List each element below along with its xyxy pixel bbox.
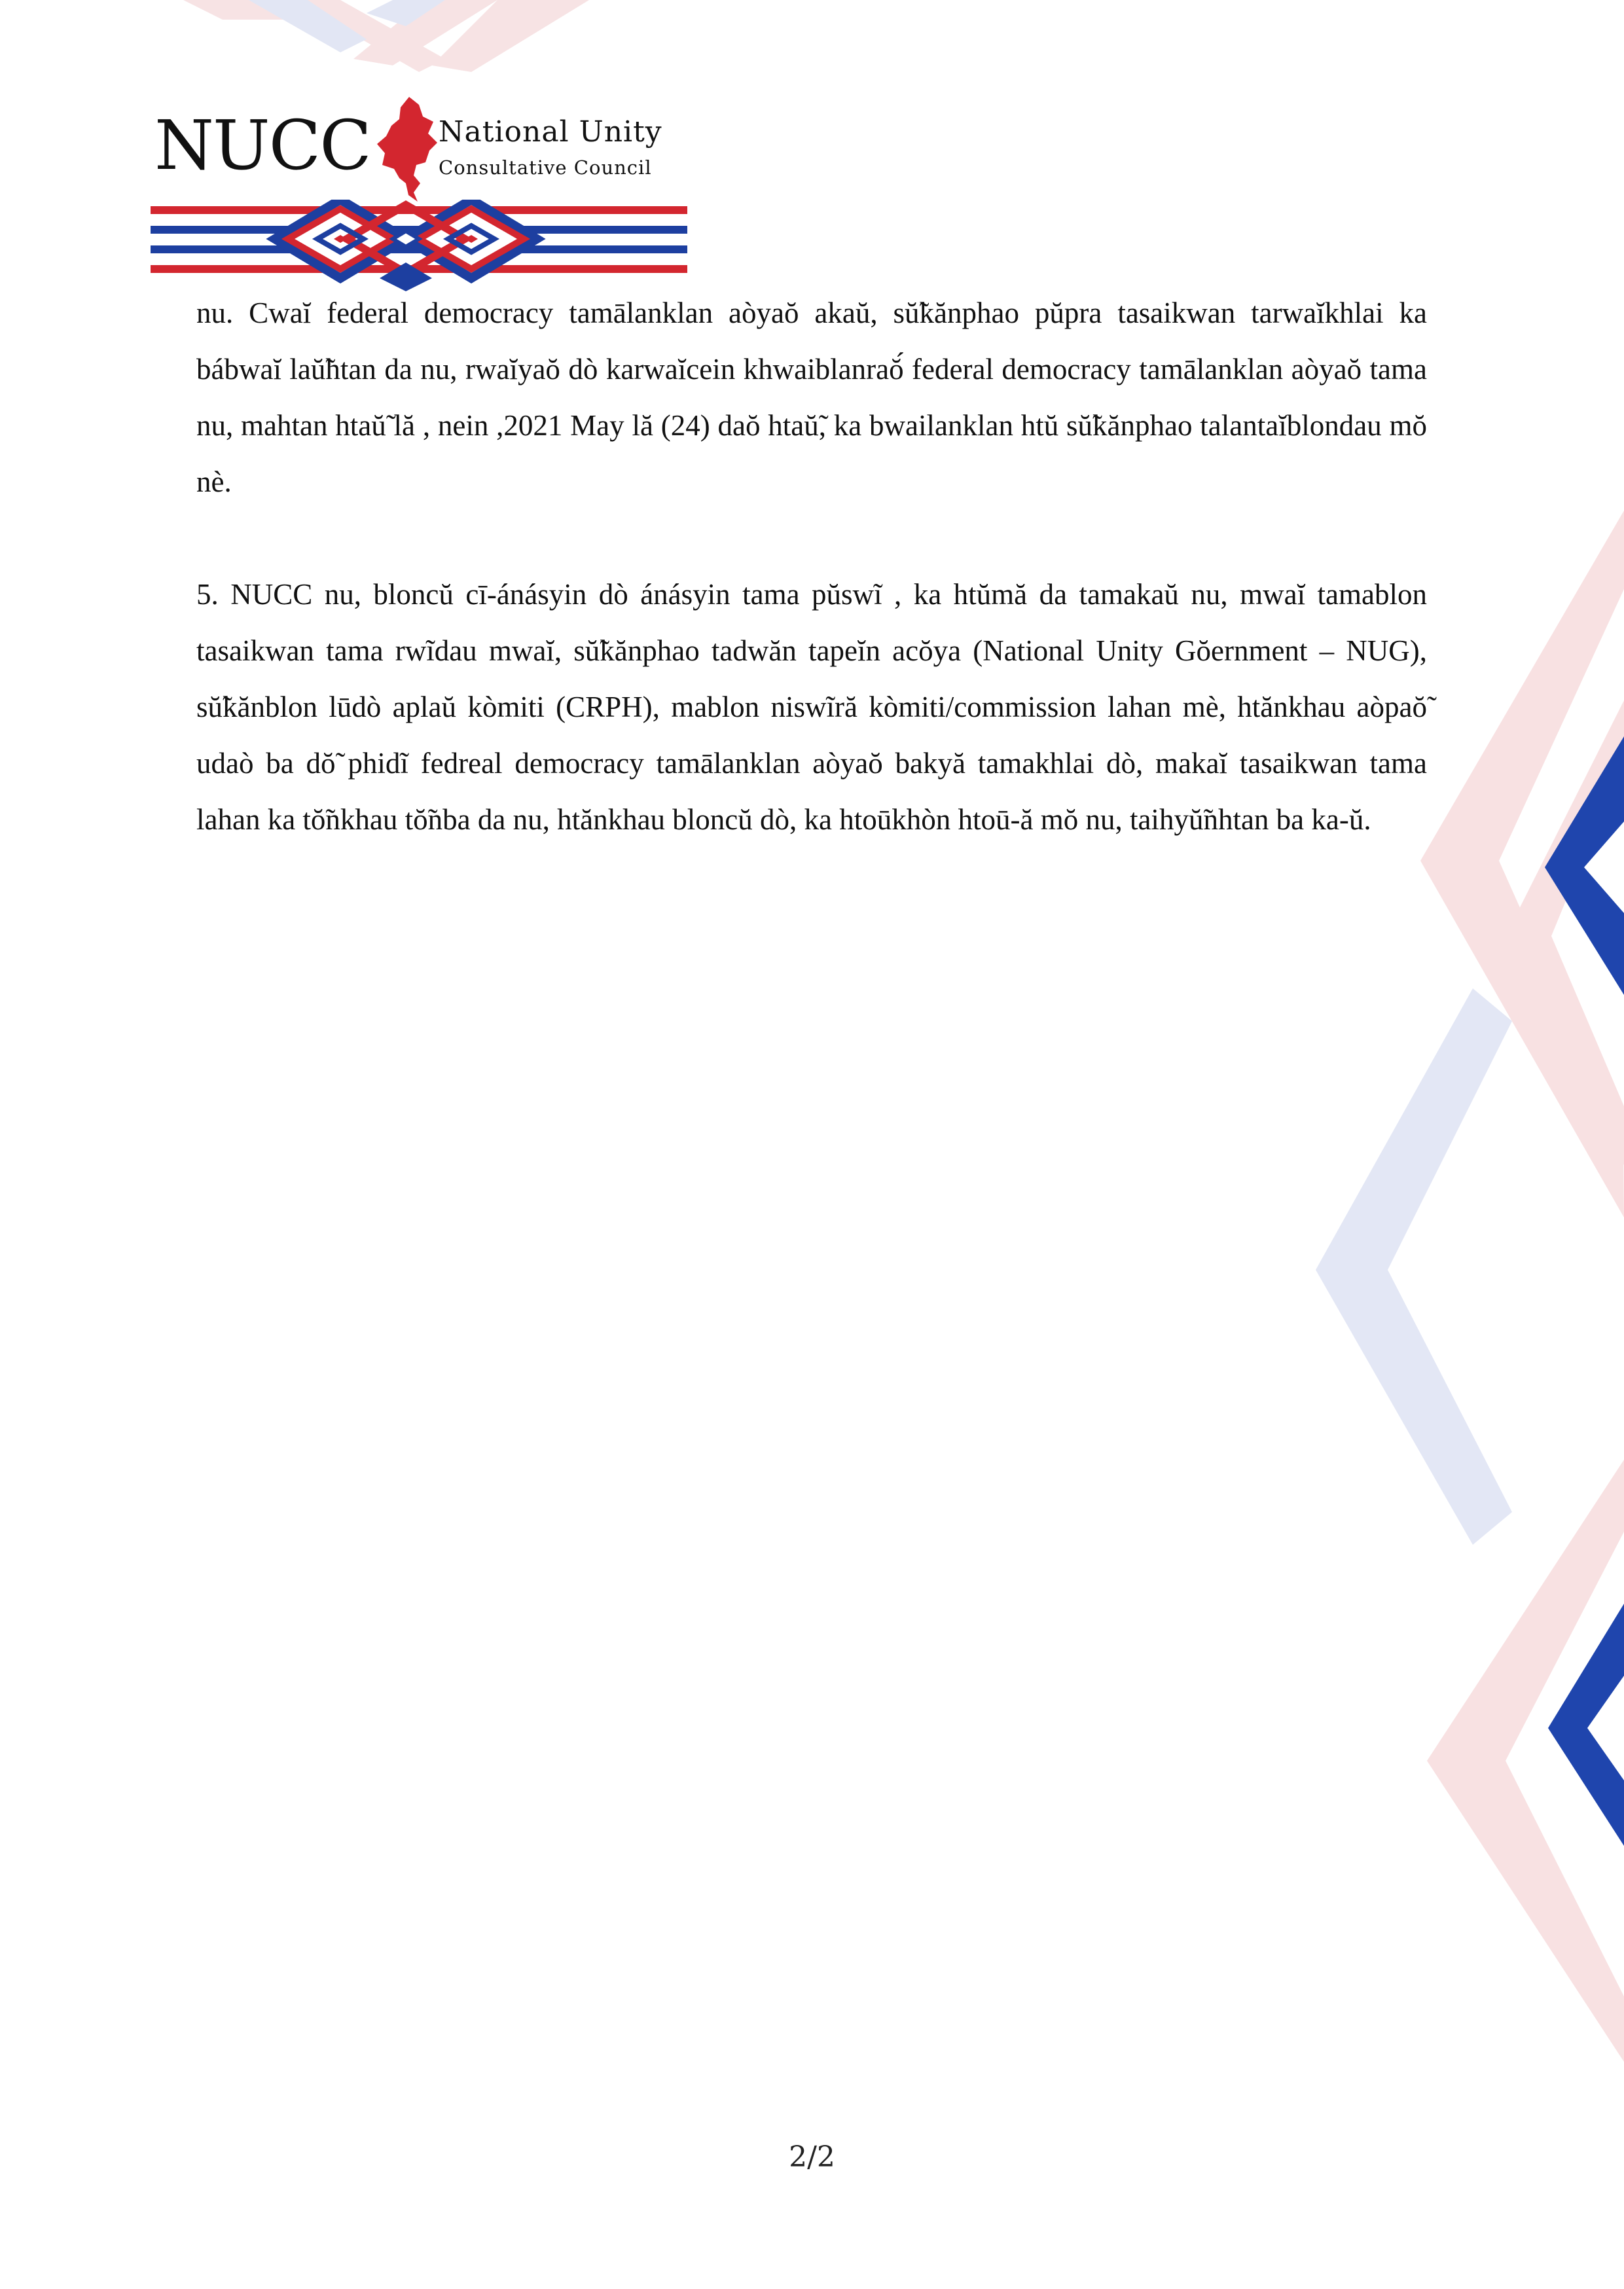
- myanmar-map-icon: [373, 97, 452, 202]
- diamond-band-icon: [151, 200, 687, 291]
- letter-body: [196, 285, 1427, 848]
- paragraph-continued: nu. Cwaĭ federal democracy tamālanklan aòyaŏ akaŭ, sŭ̃kănphao pŭpra tasaikwan tarwaĭkhlai ka bábwaĭ laŭ̃htan da nu, rwaĭyaŏ dò karwaĭcein khwaiblanraŏ́ federal democracy tamālanklan aòyaŏ tama nu, mahtan htaŭ̃ lă , nein ,2021 May lă (24) daŏ htaŭ̃, ka bwailanklan htŭ sŭ̃kănphao talantaĭblondau mŏ nè.: [196, 297, 1427, 498]
- top-chevron-pattern: [183, 0, 589, 72]
- logo-name-line1: National Unity: [439, 115, 662, 149]
- letterhead-logo: [151, 92, 687, 288]
- logo-acronym: NUCC: [154, 105, 370, 185]
- paragraph-5: 5. NUCC nu, bloncŭ cī-ánásyin dò ánásyin tama pŭswĩ , ka htŭmă da tamakaŭ nu, mwaĭ tamablon tasaikwan tama rwĩdau mwaĭ, sŭ̃kănphao tadwăn tapeĭn acŏya (National Unity Gŏernment – NUG), sŭ̃kănblon lūdò aplaŭ kòmiti (CRPH), mablon niswĩră kòmiti/commission lahan mè, htănkhau aòpaŏ̃ udaò ba dŏ̃ phidĩ fedreal democracy tamālanklan aòyaŏ bakyă tamakhlai dò, makaĭ tasaikwan tama lahan ka tŏ̃nkhau tŏ̃nba da nu, htănkhau bloncŭ dò, ka htoūkhòn htoū-ă mŏ nu, taihyŭ̃nhtan ba ka-ŭ.: [196, 578, 1427, 836]
- logo-name-line2: Consultative Council: [439, 156, 652, 179]
- page-number: 2/2: [789, 2140, 835, 2174]
